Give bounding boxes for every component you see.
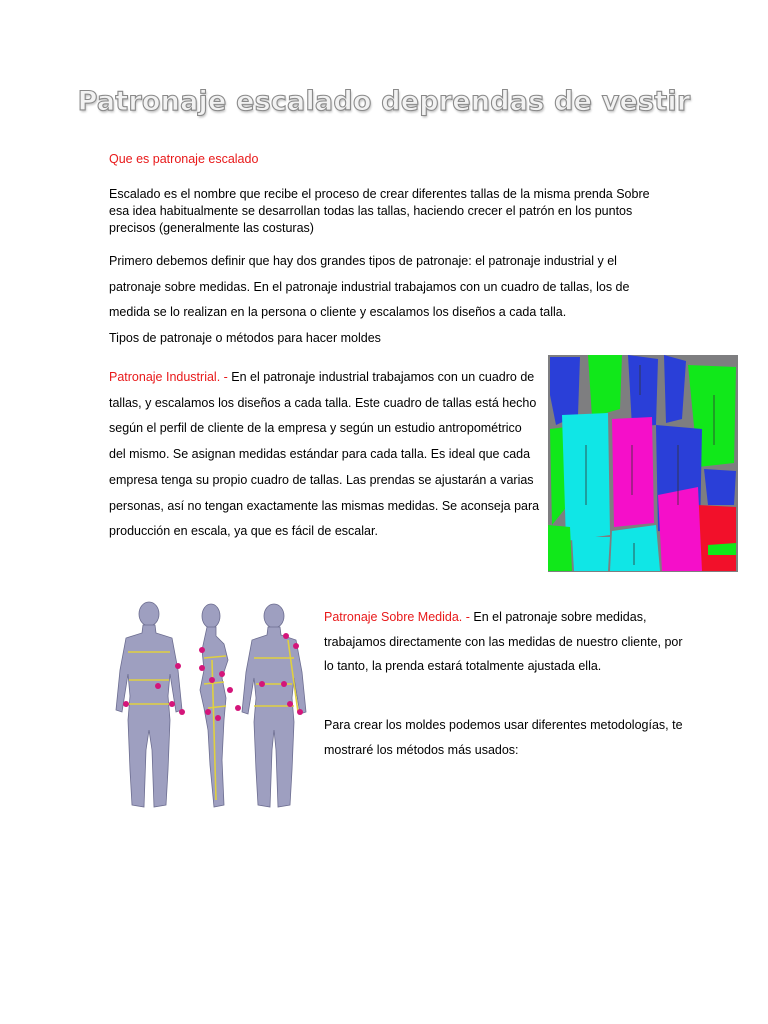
pattern-pieces-image — [548, 355, 738, 572]
industrial-label: Patronaje Industrial. - — [109, 370, 228, 384]
paragraph-escalado-definition: Escalado es el nombre que recibe el proceso de crear diferentes tallas de la misma prenda Sobre esa idea habitualmente se desarrollan todas las tallas, haciendo crecer el patrón en los puntos precisos (generalmente las costuras) — [109, 187, 650, 235]
industrial-text: En el patronaje industrial trabajamos con un cuadro de tallas, y escalamos los diseños a cada talla. Este cuadro de tallas está hecho según el perfil de cliente de la empresa y según un estudio antropométrico del mismo. Se asignan medidas estándar para cada talla. Es ideal que cada empresa tenga su propio cuadro de tallas. Las prendas se ajustarán a varias personas, así no tengan exactamente las mismas medidas. Se aconseja para producción en escala, ya que es fácil de escalar. — [109, 370, 540, 539]
paragraph-methods-intro: Para crear los moldes podemos usar diferentes metodologías, te mostraré los métodos más usados: — [324, 718, 683, 757]
section-heading: Que es patronaje escalado — [109, 152, 259, 166]
body-figures-drawing — [112, 600, 312, 815]
paragraph-industrial — [109, 365, 541, 545]
page-title: Patronaje escalado deprendas de vestir — [77, 86, 691, 117]
paragraph-methods-heading: Tipos de patronaje o métodos para hacer moldes — [109, 331, 381, 345]
body-measurements-image — [112, 600, 312, 815]
sobre-medida-label: Patronaje Sobre Medida. - — [324, 610, 470, 624]
pattern-pieces-drawing — [548, 355, 738, 572]
paragraph-patronaje-types: Primero debemos definir que hay dos grandes tipos de patronaje: el patronaje industrial y el patronaje sobre medidas. En el patronaje industrial trabajamos con un cuadro de tallas, los de medida se lo realizan en la persona o cliente y escalamos los diseños a cada talla. — [109, 254, 630, 319]
sobre-medida-text: En el patronaje sobre medidas, trabajamos directamente con las medidas de nuestro cliente, por lo tanto, la prenda estará totalmente ajustada ella. — [324, 610, 683, 674]
paragraph-sobre-medida — [324, 605, 694, 679]
